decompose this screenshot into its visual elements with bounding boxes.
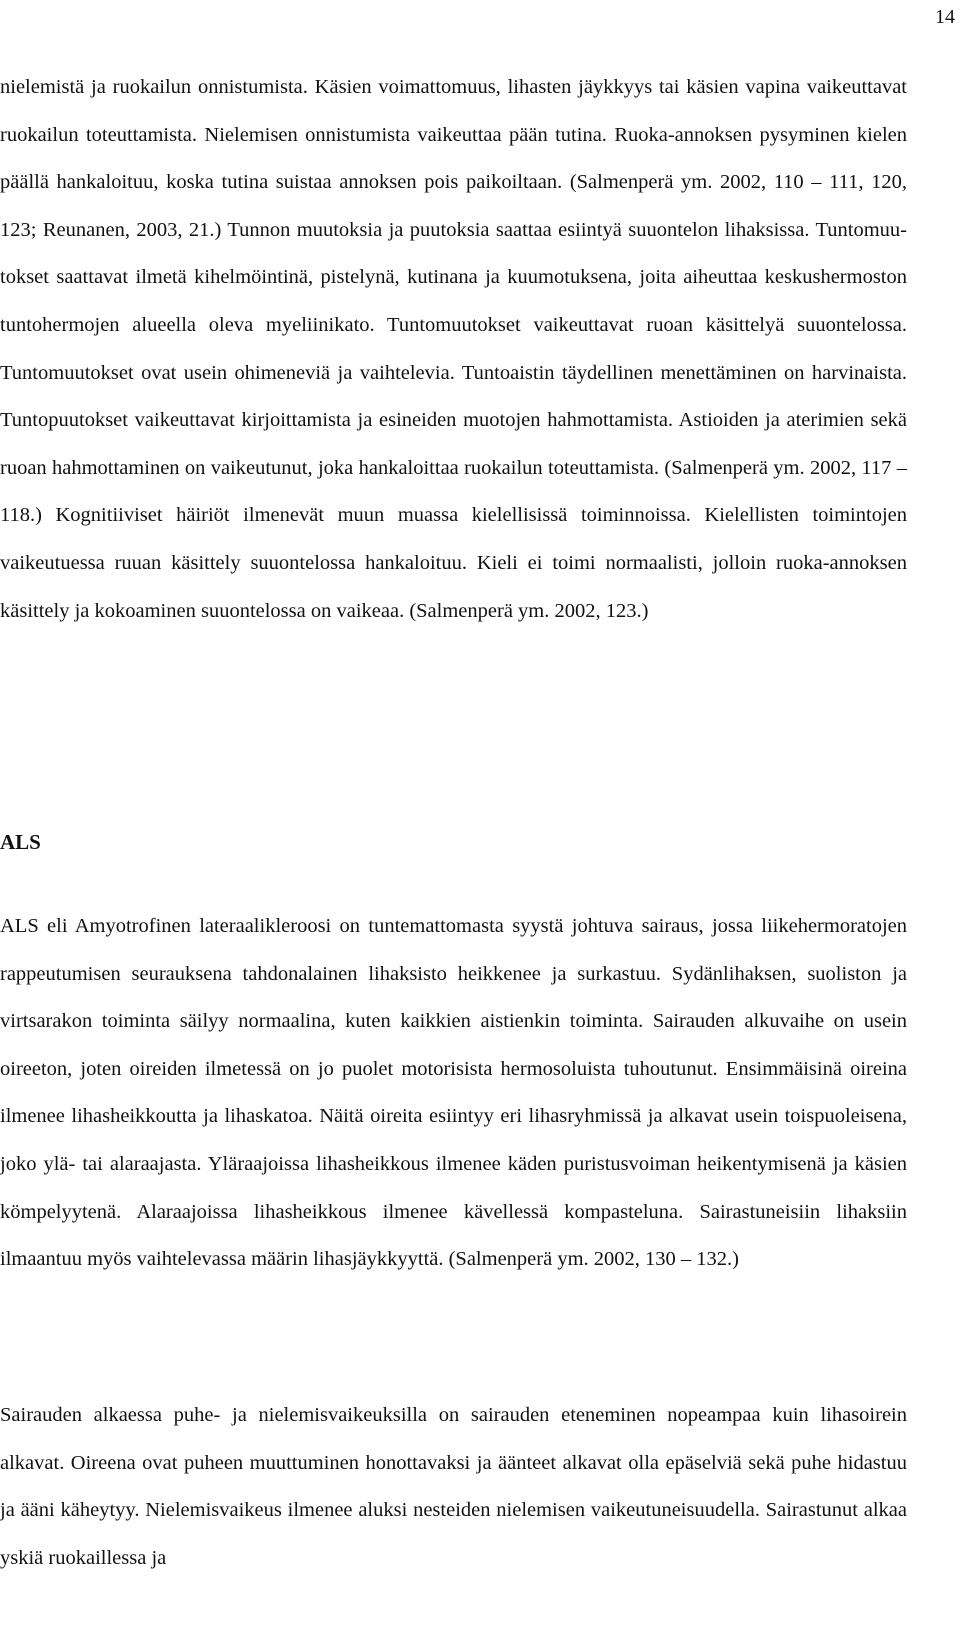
page-number: 14	[935, 6, 955, 28]
section-heading-als: ALS	[0, 830, 41, 854]
paragraph: nielemistä ja ruokailun onnistumista. Käsien voimattomuus, lihasten jäykkyys tai käsien vapina vaikeuttavat ruokailun toteuttamista. Nielemisen onnistumista vaikeuttaa pään tutina. Ruoka-annoksen pysyminen kielen päällä hankaloituu, koska tutina suistaa annoksen pois paikoiltaan. (Salmenperä ym. 2002, 110 – 111, 120, 123; Reunanen, 2003, 21.) Tunnon muutoksia ja puutoksia saattaa esiintyä suuontelon lihaksissa. Tuntomuutokset saattavat ilmetä kihelmöintinä, pistelynä, kutinana ja kuumotuksena, joita aiheuttaa keskushermoston tuntohermojen alueella oleva myeliinikato. Tuntomuutokset vaikeuttavat ruoan käsittelyä suuontelossa. Tuntomuutokset ovat usein ohimeneviä ja vaihtelevia. Tuntoaistin täydellinen menettäminen on harvinaista. Tuntopuutokset vaikeuttavat kirjoittamista ja esineiden muotojen hahmottamista. Astioiden ja aterimien sekä ruoan hahmottaminen on vaikeutunut, joka hankaloittaa ruokailun toteuttamista. (Salmenperä ym. 2002, 117 – 118.) Kognitiiviset häiriöt ilmenevät muun muassa kielellisissä toiminnoissa. Kielellisten toimintojen vaikeutuessa ruuan käsittely suuontelossa hankaloituu. Kieli ei toimi normaalisti, jolloin ruoka-annoksen käsittely ja kokoaminen suuontelossa on vaikeaa. (Salmenperä ym. 2002, 123.)	[0, 76, 907, 622]
paragraph: ALS eli Amyotrofinen lateraalikleroosi on tuntemattomasta syystä johtuva sairaus, jossa liikehermoratojen rappeutumisen seurauksena tahdonalainen lihaksisto heikkenee ja surkastuu. Sydänlihaksen, suoliston ja virtsarakon toiminta säilyy normaalina, kuten kaikkien aistienkin toiminta. Sairauden alkuvaihe on usein oireeton, joten oireiden ilmetessä on jo puolet motorisista hermosoluista tuhoutunut. Ensimmäisinä oireina ilmenee lihasheikkoutta ja lihaskatoa. Näitä oireita esiintyy eri lihasryhmissä ja alkavat usein toispuoleisena, joko ylä- tai alaraajasta. Yläraajoissa lihasheikkous ilmenee käden puristusvoiman heikentymisenä ja käsien kömpelyytenä. Alaraajoissa lihasheikkous ilmenee kävellessä kompasteluna. Sairastuneisiin lihaksiin ilmaantuu myös vaihtelevassa määrin lihasjäykkyyttä. (Salmenperä ym. 2002, 130 – 132.)	[0, 915, 907, 1271]
paragraph: Sairauden alkaessa puhe- ja nielemisvaikeuksilla on sairauden eteneminen nopeampaa kuin lihasoirein alkavat. Oireena ovat puheen muuttuminen honottavaksi ja äänteet alkavat olla epäselviä sekä puhe hidastuu ja ääni käheytyy. Nielemisvaikeus ilmenee aluksi nesteiden nielemisen vaikeutuneisuudella. Sairastunut alkaa yskiä ruokaillessa ja	[0, 1404, 907, 1569]
